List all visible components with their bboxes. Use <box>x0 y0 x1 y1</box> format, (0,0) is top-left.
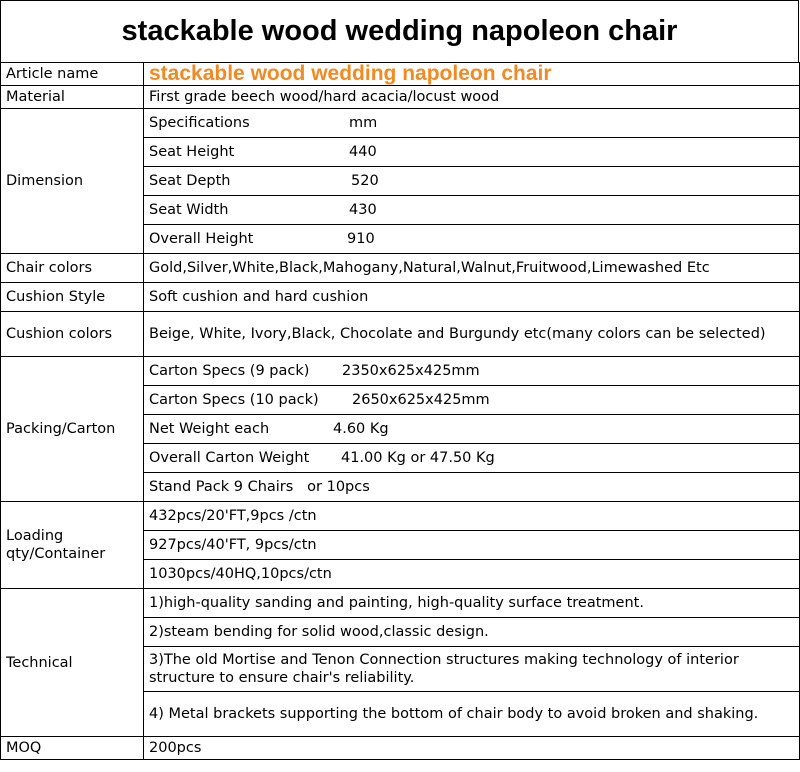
packing-key: Carton Specs (9 pack) <box>149 363 310 379</box>
dimension-row <box>144 225 800 254</box>
cushion-colors-label: Cushion colors <box>1 312 144 357</box>
article-value: stackable wood wedding napoleon chair <box>144 63 800 86</box>
chair-colors-value: Gold,Silver,White,Black,Mahogany,Natural,Walnut,Fruitwood,Limewashed Etc <box>144 254 800 283</box>
packing-value: 2650x625x425mm <box>352 392 490 408</box>
packing-value: or 10pcs <box>307 479 370 495</box>
dimension-key: Specifications <box>149 115 250 131</box>
spec-table <box>0 62 800 760</box>
packing-key: Overall Carton Weight <box>149 450 310 466</box>
loading-row: 432pcs/20'FT,9pcs /ctn <box>144 502 800 531</box>
packing-key: Stand Pack 9 Chairs <box>149 479 294 495</box>
technical-row: 1)high-quality sanding and painting, high-quality surface treatment. <box>144 589 800 618</box>
packing-row <box>144 444 800 473</box>
table-row <box>1 502 800 531</box>
packing-row <box>144 386 800 415</box>
packing-value: 41.00 Kg or 47.50 Kg <box>341 450 495 466</box>
packing-value: 2350x625x425mm <box>342 363 480 379</box>
packing-row <box>144 357 800 386</box>
packing-value: 4.60 Kg <box>333 421 389 437</box>
table-row <box>1 254 800 283</box>
dimension-row <box>144 196 800 225</box>
technical-row: 2)steam bending for solid wood,classic design. <box>144 618 800 647</box>
loading-row: 1030pcs/40HQ,10pcs/ctn <box>144 560 800 589</box>
article-label: Article name <box>1 63 144 86</box>
table-row <box>1 312 800 357</box>
page-title: stackable wood wedding napoleon chair <box>0 0 799 63</box>
chair-colors-label: Chair colors <box>1 254 144 283</box>
technical-label: Technical <box>1 589 144 737</box>
packing-key: Carton Specs (10 pack) <box>149 392 319 408</box>
cushion-style-label: Cushion Style <box>1 283 144 312</box>
loading-label: Loading qty/Container <box>1 502 144 589</box>
dimension-key: Seat Height <box>149 144 235 160</box>
dimension-key: Seat Depth <box>149 173 231 189</box>
packing-key: Net Weight each <box>149 421 270 437</box>
moq-label: MOQ <box>1 737 144 760</box>
dimension-value: 520 <box>351 173 379 189</box>
dimension-key: Overall Height <box>149 231 254 247</box>
moq-value: 200pcs <box>144 737 800 760</box>
dimension-key: Seat Width <box>149 202 229 218</box>
dimension-row <box>144 138 800 167</box>
table-row <box>1 109 800 138</box>
dimension-row <box>144 167 800 196</box>
dimension-label: Dimension <box>1 109 144 254</box>
cushion-colors-value: Beige, White, Ivory,Black, Chocolate and Burgundy etc(many colors can be selected) <box>144 312 800 357</box>
table-row <box>1 283 800 312</box>
table-row <box>1 86 800 109</box>
technical-row: 4) Metal brackets supporting the bottom of chair body to avoid broken and shaking. <box>144 692 800 737</box>
packing-label: Packing/Carton <box>1 357 144 502</box>
material-value: First grade beech wood/hard acacia/locust wood <box>144 86 800 109</box>
table-row <box>1 737 800 760</box>
packing-row <box>144 415 800 444</box>
loading-row: 927pcs/40'FT, 9pcs/ctn <box>144 531 800 560</box>
table-row <box>1 589 800 618</box>
dimension-value: 430 <box>349 202 377 218</box>
table-row <box>1 63 800 86</box>
cushion-style-value: Soft cushion and hard cushion <box>144 283 800 312</box>
table-row <box>1 357 800 386</box>
dimension-value: 910 <box>347 231 375 247</box>
dimension-row <box>144 109 800 138</box>
technical-row: 3)The old Mortise and Tenon Connection structures making technology of interior structure to ensure chair's reliability. <box>144 647 800 692</box>
dimension-value: mm <box>349 115 378 131</box>
material-label: Material <box>1 86 144 109</box>
dimension-value: 440 <box>349 144 377 160</box>
packing-row <box>144 473 800 502</box>
